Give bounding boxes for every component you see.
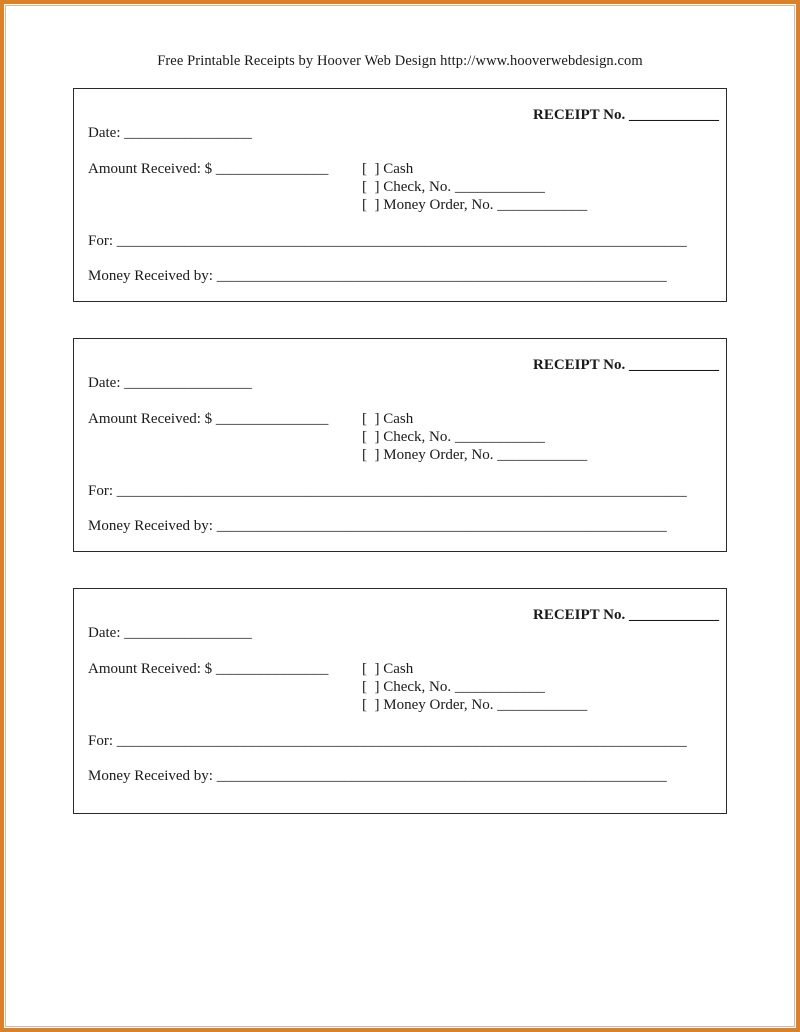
- for-field[interactable]: For: ____________________________________________________________________________: [88, 733, 687, 749]
- amount-received-field[interactable]: Amount Received: $ _______________: [88, 661, 329, 677]
- cash-checkbox[interactable]: [ ] Cash: [362, 661, 414, 677]
- money-order-checkbox[interactable]: [ ] Money Order, No. ____________: [362, 447, 588, 463]
- receipt-number-field[interactable]: RECEIPT No. ____________: [533, 607, 719, 623]
- for-field[interactable]: For: ____________________________________________________________________________: [88, 233, 687, 249]
- check-checkbox[interactable]: [ ] Check, No. ____________: [362, 429, 545, 445]
- receipt-form-3: [73, 588, 727, 814]
- page-title: Free Printable Receipts by Hoover Web Design http://www.hooverwebdesign.com: [157, 53, 643, 69]
- check-checkbox[interactable]: [ ] Check, No. ____________: [362, 179, 545, 195]
- receipt-number-field[interactable]: RECEIPT No. ____________: [533, 357, 719, 373]
- money-received-by-field[interactable]: Money Received by: ____________________________________________________________: [88, 518, 667, 534]
- date-field[interactable]: Date: _________________: [88, 375, 252, 391]
- receipt-form-1: [73, 88, 727, 302]
- money-order-checkbox[interactable]: [ ] Money Order, No. ____________: [362, 197, 588, 213]
- date-field[interactable]: Date: _________________: [88, 125, 252, 141]
- receipt-form-2: [73, 338, 727, 552]
- amount-received-field[interactable]: Amount Received: $ _______________: [88, 411, 329, 427]
- money-received-by-field[interactable]: Money Received by: ____________________________________________________________: [88, 268, 667, 284]
- for-field[interactable]: For: ____________________________________________________________________________: [88, 483, 687, 499]
- date-field[interactable]: Date: _________________: [88, 625, 252, 641]
- receipt-number-field[interactable]: RECEIPT No. ____________: [533, 107, 719, 123]
- cash-checkbox[interactable]: [ ] Cash: [362, 161, 414, 177]
- cash-checkbox[interactable]: [ ] Cash: [362, 411, 414, 427]
- check-checkbox[interactable]: [ ] Check, No. ____________: [362, 679, 545, 695]
- money-order-checkbox[interactable]: [ ] Money Order, No. ____________: [362, 697, 588, 713]
- amount-received-field[interactable]: Amount Received: $ _______________: [88, 161, 329, 177]
- money-received-by-field[interactable]: Money Received by: ____________________________________________________________: [88, 768, 667, 784]
